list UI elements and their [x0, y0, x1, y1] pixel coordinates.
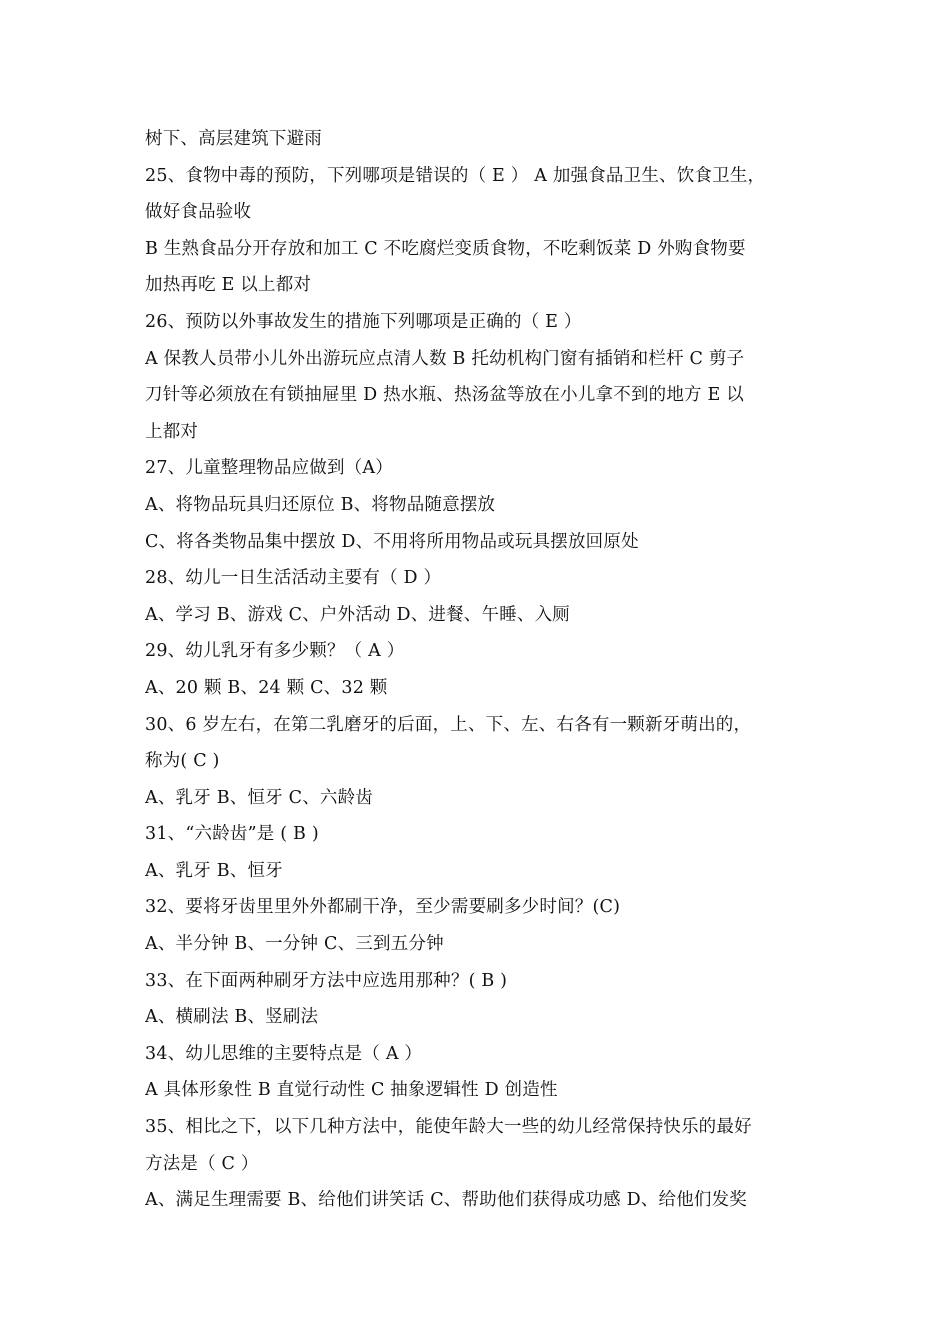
answer-options: A、乳牙 B、恒牙 C、六龄齿	[145, 787, 374, 808]
question-25: 25、食物中毒的预防，下列哪项是错误的（ E ） A 加强食品卫生、饮食卫生，	[145, 165, 766, 186]
question-27: 27、儿童整理物品应做到（A）	[145, 458, 393, 479]
question-29: 29、幼儿乳牙有多少颗？（ A ）	[145, 641, 405, 662]
text-line: 方法是（ C ）	[145, 1153, 259, 1174]
text-line: 上都对	[145, 421, 199, 442]
question-28: 28、幼儿一日生活活动主要有（ D ）	[145, 568, 442, 589]
question-34: 34、幼儿思维的主要特点是（ A ）	[145, 1043, 423, 1064]
question-35: 35、相比之下，以下几种方法中，能使年龄大一些的幼儿经常保持快乐的最好	[145, 1117, 752, 1138]
question-31: 31、“六龄齿”是 ( B )	[145, 824, 319, 845]
text-line: 树下、高层建筑下避雨	[145, 129, 322, 149]
answer-options: A、20 颗 B、24 颗 C、32 颗	[145, 677, 388, 698]
question-26: 26、预防以外事故发生的措施下列哪项是正确的（ E ）	[145, 311, 582, 332]
answer-options: B 生熟食品分开存放和加工 C 不吃腐烂变质食物，不吃剩饭菜 D 外购食物要	[145, 238, 746, 259]
answer-options: A 具体形象性 B 直觉行动性 C 抽象逻辑性 D 创造性	[145, 1080, 558, 1101]
answer-options: C、将各类物品集中摆放 D、不用将所用物品或玩具摆放回原处	[145, 531, 639, 552]
question-33: 33、在下面两种刷牙方法中应选用那种？( B )	[145, 970, 508, 991]
answer-options: A、将物品玩具归还原位 B、将物品随意摆放	[145, 494, 496, 515]
document-body	[145, 121, 817, 1219]
answer-options: A、学习 B、游戏 C、户外活动 D、进餐、午睡、入厕	[145, 604, 571, 625]
question-32: 32、要将牙齿里里外外都刷干净，至少需要刷多少时间？(C)	[145, 897, 621, 918]
answer-options: A、满足生理需要 B、给他们讲笑话 C、帮助他们获得成功感 D、给他们发奖	[145, 1190, 748, 1211]
text-line: 加热再吃 E 以上都对	[145, 275, 312, 296]
answer-options: A 保教人员带小儿外出游玩应点清人数 B 托幼机构门窗有插销和栏杆 C 剪子	[145, 348, 745, 369]
question-30: 30、6 岁左右，在第二乳磨牙的后面，上、下、左、右各有一颗新牙萌出的，	[145, 714, 752, 735]
text-line: 称为( C )	[145, 751, 220, 772]
answer-options: A、半分钟 B、一分钟 C、三到五分钟	[145, 934, 444, 955]
answer-options: A、乳牙 B、恒牙	[145, 860, 283, 881]
answer-options: A、横刷法 B、竖刷法	[145, 1007, 319, 1028]
text-line: 刀针等必须放在有锁抽屉里 D 热水瓶、热汤盆等放在小儿拿不到的地方 E 以	[145, 385, 744, 406]
text-line: 做好食品验收	[145, 202, 252, 223]
